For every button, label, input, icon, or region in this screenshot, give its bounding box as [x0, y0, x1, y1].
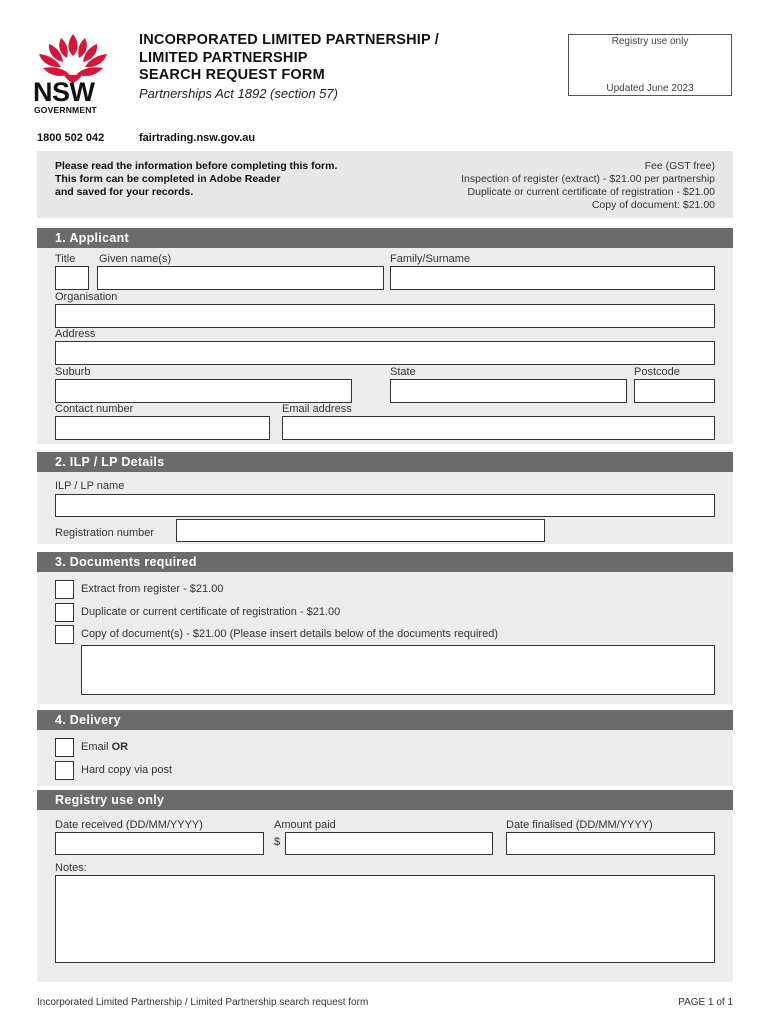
logo-wordmark: NSW: [33, 77, 95, 107]
notes-field[interactable]: [55, 875, 715, 963]
fee-copy: Copy of document: $21.00: [591, 199, 715, 211]
info-line-3: and saved for your records.: [55, 186, 194, 198]
website-link[interactable]: fairtrading.nsw.gov.au: [139, 132, 256, 144]
address-label: Address: [55, 328, 96, 340]
notes-label: Notes:: [55, 862, 87, 874]
given-name-field[interactable]: [97, 266, 384, 290]
date-finalised-label: Date finalised (DD/MM/YYYY): [506, 819, 653, 831]
date-received-field[interactable]: [55, 832, 264, 855]
extract-option-label: Extract from register - $21.00: [81, 583, 224, 595]
amount-paid-label: Amount paid: [274, 819, 336, 831]
phone-number: 1800 502 042: [37, 132, 105, 144]
post-option-label: Hard copy via post: [81, 764, 173, 776]
title-field[interactable]: [55, 266, 89, 290]
registry-use-label: Registry use only: [611, 36, 689, 47]
fee-list: [461, 160, 715, 212]
applicant-section: [37, 228, 733, 444]
footer-title: Incorporated Limited Partnership / Limited Partnership search request form: [37, 997, 369, 1008]
certificate-option-label: Duplicate or current certificate of registration - $21.00: [81, 606, 341, 618]
ilp-name-field[interactable]: [55, 494, 715, 517]
ilp-name-label: ILP / LP name: [55, 480, 125, 492]
date-finalised-field[interactable]: [506, 832, 715, 855]
info-line-1: Please read the information before completing this form.: [55, 160, 338, 172]
extract-checkbox[interactable]: [55, 580, 74, 599]
applicant-heading: 1. Applicant: [37, 228, 733, 248]
details-heading: 2. ILP / LP Details: [37, 452, 733, 472]
suburb-field[interactable]: [55, 379, 352, 403]
documents-details-field[interactable]: [81, 645, 715, 695]
organisation-field[interactable]: [55, 304, 715, 328]
page-number: PAGE 1 of 1: [678, 997, 733, 1008]
contact-number-label: Contact number: [55, 403, 134, 415]
date-received-label: Date received (DD/MM/YYYY): [55, 819, 203, 831]
details-section: [37, 452, 733, 544]
registry-heading: Registry use only: [37, 790, 733, 810]
currency-symbol: $: [274, 836, 281, 848]
amount-paid-field[interactable]: [285, 832, 493, 855]
registry-use-box: [568, 34, 732, 96]
or-text: OR: [111, 741, 129, 753]
title-line-2: LIMITED PARTNERSHIP: [139, 49, 308, 66]
logo-government: GOVERNMENT: [34, 105, 97, 115]
surname-label: Family/Surname: [390, 253, 471, 265]
info-line-2: This form can be completed in Adobe Reader: [55, 173, 281, 185]
copy-option-label: Copy of document(s) - $21.00 (Please insert details below of the documents required): [81, 628, 498, 640]
documents-section: [37, 552, 733, 704]
fee-certificate: Duplicate or current certificate of registration - $21.00: [467, 186, 715, 198]
state-field[interactable]: [390, 379, 627, 403]
form-title: [139, 32, 559, 85]
state-label: State: [390, 366, 416, 378]
postcode-field[interactable]: [634, 379, 715, 403]
info-box: [37, 151, 733, 218]
info-instructions: [55, 160, 337, 199]
updated-date: Updated June 2023: [606, 83, 694, 94]
delivery-section: [37, 710, 733, 786]
address-field[interactable]: [55, 341, 715, 365]
email-address-label: Email address: [282, 403, 352, 415]
fee-title: Fee (GST free): [644, 160, 715, 172]
documents-heading: 3. Documents required: [37, 552, 733, 572]
title-line-3: SEARCH REQUEST FORM: [139, 67, 325, 83]
title-label: Title: [55, 253, 76, 265]
given-name-label: Given name(s): [99, 253, 172, 265]
registration-number-field[interactable]: [176, 519, 545, 542]
certificate-checkbox[interactable]: [55, 603, 74, 622]
suburb-label: Suburb: [55, 366, 91, 378]
form-subtitle: Partnerships Act 1892 (section 57): [139, 86, 338, 101]
email-option-label: [81, 741, 128, 753]
post-checkbox[interactable]: [55, 761, 74, 780]
fee-extract: Inspection of register (extract) - $21.00 per partnership: [461, 173, 715, 185]
email-address-field[interactable]: [282, 416, 715, 440]
organisation-label: Organisation: [55, 291, 118, 303]
delivery-heading: 4. Delivery: [37, 710, 733, 730]
postcode-label: Postcode: [634, 366, 680, 378]
copy-checkbox[interactable]: [55, 625, 74, 644]
nsw-logo: [33, 32, 113, 116]
email-option-text: Email: [81, 741, 109, 753]
title-line-1: INCORPORATED LIMITED PARTNERSHIP /: [139, 32, 440, 48]
contact-number-field[interactable]: [55, 416, 270, 440]
surname-field[interactable]: [390, 266, 715, 290]
registry-section: [37, 790, 733, 982]
email-checkbox[interactable]: [55, 738, 74, 757]
registration-number-label: Registration number: [55, 527, 155, 539]
